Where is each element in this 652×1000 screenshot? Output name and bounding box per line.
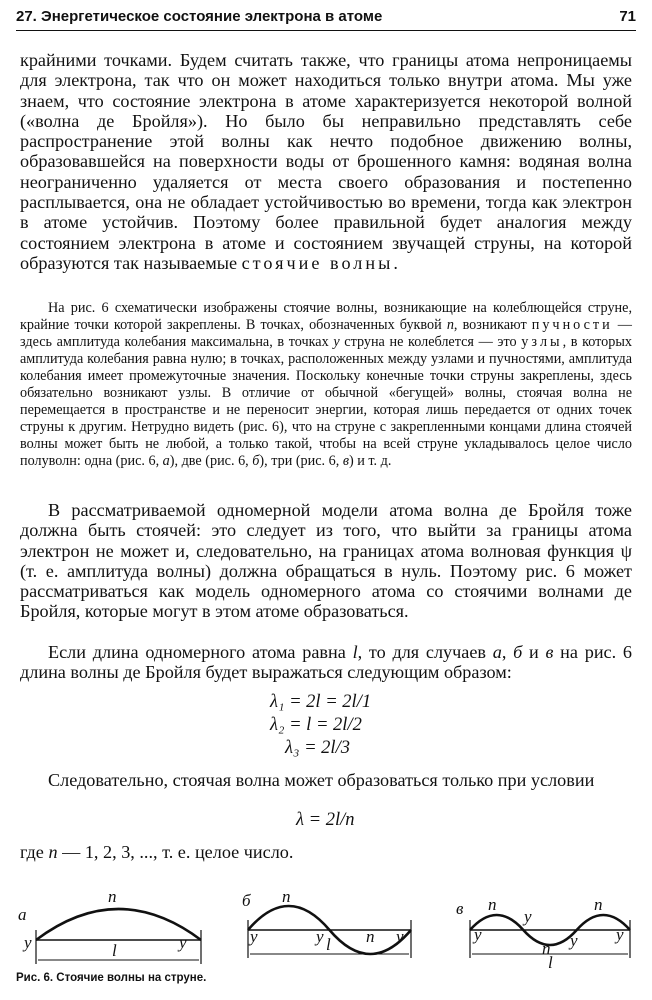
formula-lambda-n: λ = 2l/n (296, 810, 355, 830)
header-rule (16, 30, 636, 31)
figure-panel-v (452, 888, 642, 972)
paragraph-1: крайними точками. Будем считать также, что границы атома непроницаемы для электрона, так что он может находиться только внутри атома. Мы уже знаем, что состояние электрона в атоме характеризуется некоторой волной («волна де Бройля»). Но было бы неправильно представлять себе распространение этой волны как нечто подобное движению волны, образовавшейся на поверхности воды от брошенного камня: водяная волна неограниченно удаляется от места своего образования и постепенно расплывается, она не обладает устойчивостью во времени, тогда как электрон в атоме устойчив. Поэтому более правильной будет аналогия между состоянием электрона в атоме и состоянием звучащей струны, на которой образуются так называемые стоячие волны. (20, 50, 632, 273)
length-label: l (112, 941, 117, 960)
antinode-label: n (366, 927, 375, 946)
antinode-label: n (594, 895, 603, 914)
page-number: 71 (619, 8, 636, 25)
node-label: y (570, 931, 578, 950)
node-label-right: y (396, 927, 404, 946)
figure-panel-a (16, 880, 216, 972)
paragraph-3: Если длина одномерного атома равна l, то для случаев а, б и в на рис. 6 длина волны де Бройля будет выражаться следующим образом: (20, 642, 633, 683)
antinode-label: n (542, 939, 551, 958)
spaced-term-antinodes: пучности (531, 317, 613, 333)
spaced-term-nodes: узлы (521, 334, 563, 350)
paragraph-2: В рассматриваемой одномерной модели атома волна де Бройля тоже должна быть стоячей: это следует из того, что выйти за границы атома электрон не может и, следовательно, на границах атома волновая функция ψ (т. е. амплитуда волны) должна обращаться в нуль. Поэтому рис. 6 может рассматриваться как модель одномерного атома со стоячими волнами де Бройля, которые могут в этом атоме образоваться. (20, 500, 632, 622)
node-label-right: y (616, 925, 624, 944)
formula-lambda-1: λ₁ = 2l = 2l/1 (270, 692, 372, 712)
paragraph-5: где n — 1, 2, 3, ..., т. е. целое число. (20, 842, 294, 862)
length-label: l (548, 953, 553, 972)
spaced-term-standing-waves: стоячие волны (241, 252, 394, 273)
node-label-left: y (24, 933, 32, 952)
figure-panel-b (236, 886, 426, 972)
node-label-left: y (250, 927, 258, 946)
node-label-middle: y (316, 927, 324, 946)
panel-label-a: а (18, 905, 27, 924)
section-title: 27. Энергетическое состояние электрона в атоме (16, 8, 383, 25)
node-label: y (524, 907, 532, 926)
formula-lambda-3: λ₃ = 2l/3 (285, 738, 350, 758)
antinode-label: n (108, 887, 117, 906)
panel-label-v: в (456, 899, 464, 918)
panel-label-b: б (242, 891, 251, 910)
paragraph-4: Следовательно, стоячая волна может образоваться только при условии (48, 770, 595, 790)
antinode-label: n (282, 887, 291, 906)
node-label-right: y (179, 933, 187, 952)
running-header (16, 8, 636, 30)
formula-lambda-2: λ₂ = l = 2l/2 (270, 715, 362, 735)
half-wave-1 (36, 909, 201, 940)
antinode-label: n (488, 895, 497, 914)
small-print-paragraph: На рис. 6 схематически изображены стоячие волны, возникающие на колеблющейся струне, крайние точки которой закреплены. В точках, обозначенных буквой n, возникают пучности — здесь амплитуда колебания максимальна, в точках y струна не колеблется — это узлы, в которых амплитуда колебания равна нулю; в точках, расположенных между узлами и пучностями, амплитуда колебания имеет промежуточные значения. Поскольку конечные точки струны закреплены, здесь обязательно возникают узлы. В отличие от обычной «бегущей» волны, стоячая волна не перемещается в пространстве и не переносит энергии, которая лишь передается от одних точек струны к другим. Нетрудно видеть (рис. 6), что на струне с закрепленными концами длина стоячей волны может быть не любой, а только такой, чтобы на всей струне укладывалось целое число полуволн: одна (рис. 6, а), две (рис. 6, б), три (рис. 6, в) и т. д. (20, 300, 632, 469)
figure-caption: Рис. 6. Стоячие волны на струне. (16, 972, 207, 984)
node-label-left: y (474, 925, 482, 944)
length-label: l (326, 935, 331, 954)
